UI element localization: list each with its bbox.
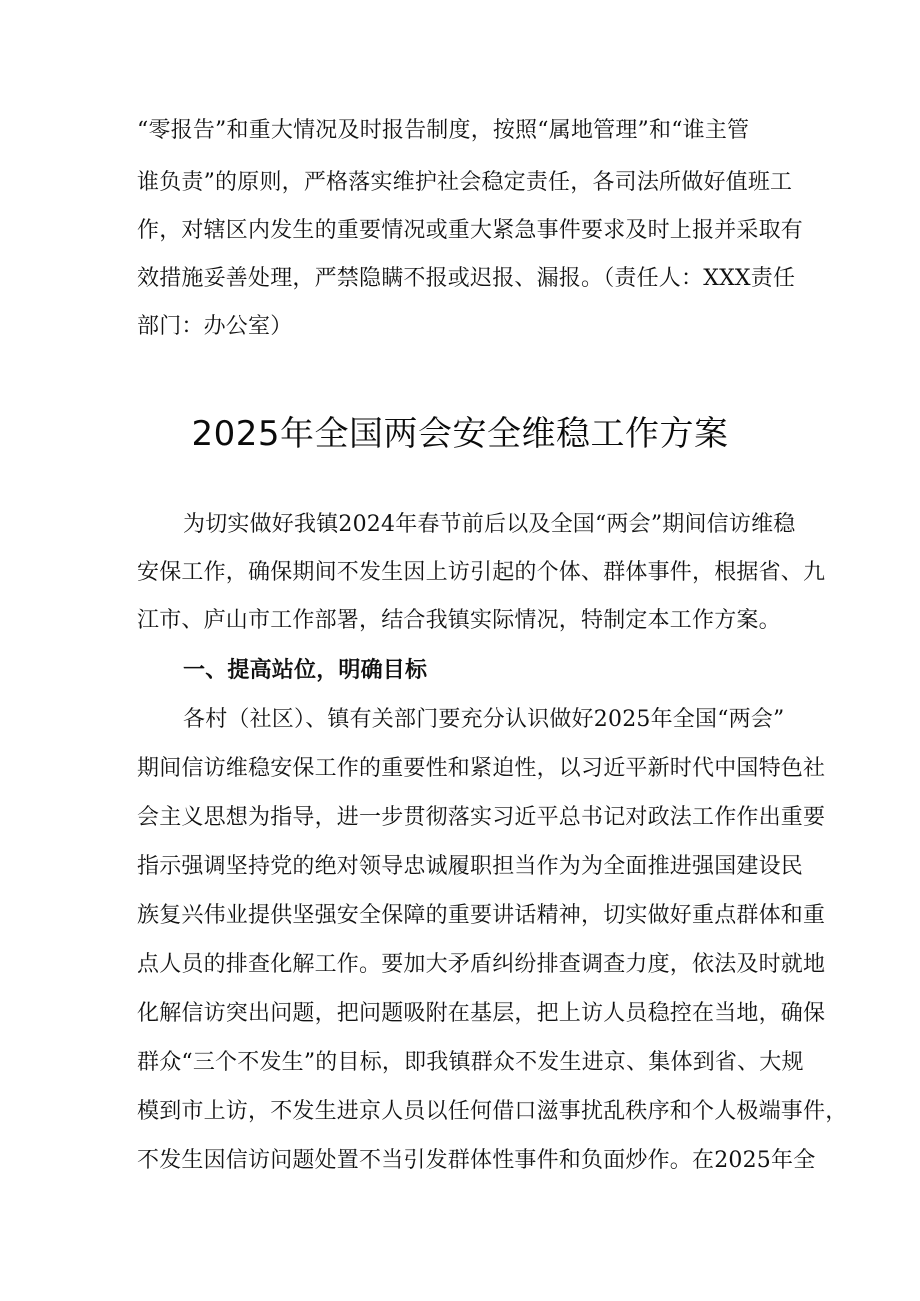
text-line: 谁负责”的原则，严格落实维护社会稳定责任，各司法所做好值班工 xyxy=(137,170,793,195)
text-line: 为切实做好我镇2024年春节前后以及全国“两会”期间信访维稳 xyxy=(183,512,796,537)
section-heading: 一、提高站位，明确目标 xyxy=(183,658,428,683)
document-title: 2025年全国两会安全维稳工作方案 xyxy=(191,414,729,454)
text-line: 点人员的排查化解工作。要加大矛盾纠纷排查调查力度，依法及时就地 xyxy=(137,952,826,977)
text-line: 期间信访维稳安保工作的重要性和紧迫性，以习近平新时代中国特色社 xyxy=(137,756,826,781)
text-line: 各村（社区）、镇有关部门要充分认识做好2025年全国“两会” xyxy=(183,707,785,732)
text-line: 部门：办公室） xyxy=(137,314,293,339)
text-line: 化解信访突出问题，把问题吸附在基层，把上访人员稳控在当地，确保 xyxy=(137,1001,826,1026)
text-line: 作，对辖区内发生的重要情况或重大紧急事件要求及时上报并采取有 xyxy=(137,218,804,243)
text-line: 安保工作，确保期间不发生因上访引起的个体、群体事件，根据省、九 xyxy=(137,560,826,585)
text-line: 不发生因信访问题处置不当引发群体性事件和负面炒作。在2025年全 xyxy=(137,1148,816,1173)
text-line: 模到市上访，不发生进京人员以任何借口滋事扰乱秩序和个人极端事件， xyxy=(137,1099,848,1124)
text-line: 效措施妥善处理，严禁隐瞒不报或迟报、漏报。（责任人：XXX责任 xyxy=(137,266,796,291)
text-line: 江市、庐山市工作部署，结合我镇实际情况，特制定本工作方案。 xyxy=(137,608,781,633)
text-line: “零报告”和重大情况及时报告制度，按照“属地管理”和“谁主管 xyxy=(137,118,750,143)
text-line: 指示强调坚持党的绝对领导忠诚履职担当作为为全面推进强国建设民 xyxy=(137,854,804,879)
text-line: 会主义思想为指导，进一步贯彻落实习近平总书记对政法工作作出重要 xyxy=(137,805,826,830)
text-line: 群众“三个不发生”的目标，即我镇群众不发生进京、集体到省、大规 xyxy=(137,1050,804,1075)
text-line: 族复兴伟业提供坚强安全保障的重要讲话精神，切实做好重点群体和重 xyxy=(137,903,826,928)
